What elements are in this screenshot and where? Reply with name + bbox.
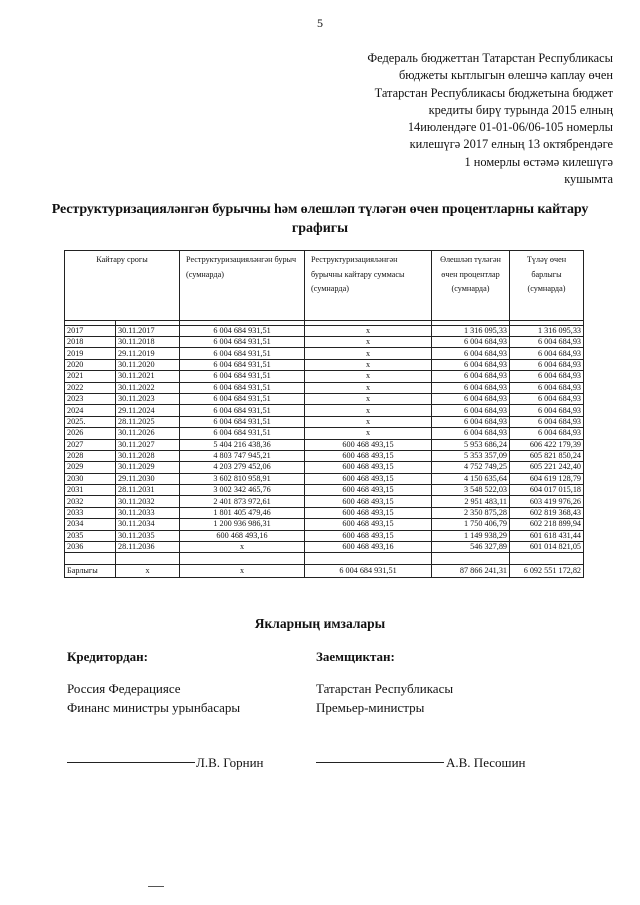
cell-interest: 6 004 684,93 [432,393,510,404]
table-row [65,325,584,336]
cell-due-date: 29.11.2024 [116,405,180,416]
cell-interest: 6 004 684,93 [432,336,510,347]
cell-interest: 6 004 684,93 [432,428,510,439]
table-row [65,359,584,370]
cell-due-date: 29.11.2030 [116,473,180,484]
cell-interest: 5 953 686,24 [432,439,510,450]
table-totals-row [65,564,584,577]
cell-year: 2027 [65,439,116,450]
header-line: бюджеты кытлыгын өлешчә каплау өчен [398,68,613,83]
cell-due-date: 30.11.2032 [116,496,180,507]
cell-interest: 1 750 406,79 [432,519,510,530]
cell-due-date: 30.11.2021 [116,371,180,382]
borrower-label: Заемщиктан: [316,649,395,664]
document-title: Реструктуризацияләнгән бурычны һәм өлешләп түләгән өчен процентларны кайтару [51,202,589,217]
cell-repayment-amount: x [305,416,432,427]
header-line: 1 номерлы өстәмә килешүгә [464,154,613,169]
header-line: 14июлендәге 01-01-06/06-105 номерлы [407,120,613,135]
cell-total-payment: 6 004 684,93 [510,405,584,416]
cell-due-date: 30.11.2033 [116,507,180,518]
cell-restructured-debt: 2 401 873 972,61 [180,496,305,507]
cell-restructured-debt: 6 004 684 931,51 [180,382,305,393]
cell-year: 2033 [65,507,116,518]
footer-mark [148,886,164,887]
table-row [65,519,584,530]
cell-year: 2026 [65,428,116,439]
cell-interest: 6 004 684,93 [432,416,510,427]
cell-year: 2035 [65,530,116,541]
table-row [65,405,584,416]
cell-total-payment: 601 618 431,44 [510,530,584,541]
creditor-signature-line [67,762,195,763]
cell-repayment-amount: 600 468 493,15 [305,439,432,450]
table-row [65,439,584,450]
cell-interest: 3 548 522,03 [432,485,510,496]
cell-year: 2017 [65,325,116,336]
table-row [65,348,584,359]
cell-total-payment: 6 004 684,93 [510,428,584,439]
cell-repayment-amount: 600 468 493,15 [305,507,432,518]
cell-interest: 2 951 483,11 [432,496,510,507]
header-line: кушымта [564,172,613,187]
cell-year: 2032 [65,496,116,507]
header-line: Федераль бюджеттан Татарстан Республикасы [367,51,613,65]
cell-repayment-amount: x [305,359,432,370]
blank-cell [432,553,510,564]
cell-repayment-amount: 600 468 493,15 [305,530,432,541]
cell-year: 2023 [65,393,116,404]
cell-total-payment: 6 004 684,93 [510,393,584,404]
header-line: килешүгә 2017 елның 13 октябрендәге [409,137,613,152]
cell-year: 2021 [65,371,116,382]
table-row [65,393,584,404]
totals-debt: x [180,564,305,577]
cell-restructured-debt: 3 602 810 958,91 [180,473,305,484]
cell-restructured-debt: 4 803 747 945,21 [180,450,305,461]
cell-repayment-amount: x [305,382,432,393]
appendix-header [283,50,613,188]
table-row [65,530,584,541]
cell-restructured-debt: 5 404 216 438,36 [180,439,305,450]
cell-due-date: 29.11.2019 [116,348,180,359]
cell-interest: 546 327,89 [432,542,510,553]
cell-due-date: 30.11.2029 [116,462,180,473]
totals-label: Барлыгы [65,564,116,577]
cell-due-date: 30.11.2020 [116,359,180,370]
cell-restructured-debt: 1 200 936 986,31 [180,519,305,530]
table-row [65,485,584,496]
document-title-cont: графигы [291,221,349,236]
cell-repayment-amount: 600 468 493,15 [305,462,432,473]
cell-year: 2029 [65,462,116,473]
cell-interest: 6 004 684,93 [432,382,510,393]
table-row [65,496,584,507]
table-row [65,336,584,347]
cell-interest: 6 004 684,93 [432,348,510,359]
totals-total: 6 092 551 172,82 [510,564,584,577]
cell-due-date: 28.11.2036 [116,542,180,553]
cell-restructured-debt: 6 004 684 931,51 [180,325,305,336]
totals-repayment: 6 004 684 931,51 [305,564,432,577]
cell-interest: 6 004 684,93 [432,371,510,382]
blank-cell [116,553,180,564]
cell-year: 2031 [65,485,116,496]
header-repayment-amount: Реструктуризацияләнгән бурычны кайтару суммасы (сумнарда) [305,251,432,321]
borrower-signatory: А.В. Песошин [446,755,526,770]
cell-repayment-amount: 600 468 493,15 [305,519,432,530]
cell-total-payment: 6 004 684,93 [510,359,584,370]
cell-restructured-debt: 6 004 684 931,51 [180,348,305,359]
cell-total-payment: 6 004 684,93 [510,416,584,427]
blank-cell [180,553,305,564]
creditor-org: Россия Федерациясе [67,681,181,696]
cell-year: 2036 [65,542,116,553]
cell-total-payment: 6 004 684,93 [510,336,584,347]
cell-repayment-amount: 600 468 493,15 [305,496,432,507]
table-row [65,473,584,484]
cell-interest: 5 353 357,09 [432,450,510,461]
cell-restructured-debt: 6 004 684 931,51 [180,336,305,347]
header-line: кредиты бирү турында 2015 елның [428,102,613,117]
cell-restructured-debt: 4 203 279 452,06 [180,462,305,473]
cell-repayment-amount: 600 468 493,15 [305,473,432,484]
cell-due-date: 30.11.2026 [116,428,180,439]
cell-restructured-debt: 6 004 684 931,51 [180,428,305,439]
cell-repayment-amount: x [305,371,432,382]
borrower-org: Татарстан Республикасы [316,681,454,696]
cell-total-payment: 603 419 976,26 [510,496,584,507]
cell-due-date: 28.11.2031 [116,485,180,496]
totals-interest: 87 866 241,31 [432,564,510,577]
table-row [65,507,584,518]
cell-restructured-debt: x [180,542,305,553]
cell-due-date: 30.11.2028 [116,450,180,461]
cell-due-date: 30.11.2023 [116,393,180,404]
borrower-position: Премьер-министры [316,700,425,715]
cell-restructured-debt: 6 004 684 931,51 [180,405,305,416]
blank-cell [510,553,584,564]
cell-total-payment: 6 004 684,93 [510,382,584,393]
cell-repayment-amount: 600 468 493,16 [305,542,432,553]
cell-total-payment: 602 218 899,94 [510,519,584,530]
header-due-date: Кайтару срогы [65,251,180,321]
cell-total-payment: 604 017 015,18 [510,485,584,496]
cell-restructured-debt: 6 004 684 931,51 [180,371,305,382]
cell-repayment-amount: x [305,393,432,404]
cell-interest: 2 350 875,28 [432,507,510,518]
cell-interest: 1 149 938,29 [432,530,510,541]
cell-repayment-amount: 600 468 493,15 [305,450,432,461]
cell-due-date: 30.11.2018 [116,336,180,347]
cell-total-payment: 1 316 095,33 [510,325,584,336]
totals-date: x [116,564,180,577]
cell-restructured-debt: 3 002 342 465,76 [180,485,305,496]
creditor-position: Финанс министры урынбасары [67,700,241,715]
cell-due-date: 28.11.2025 [116,416,180,427]
blank-cell [305,553,432,564]
cell-restructured-debt: 1 801 405 479,46 [180,507,305,518]
cell-due-date: 30.11.2027 [116,439,180,450]
cell-restructured-debt: 600 468 493,16 [180,530,305,541]
table-row [65,428,584,439]
cell-repayment-amount: x [305,348,432,359]
cell-due-date: 30.11.2034 [116,519,180,530]
borrower-signature-line [316,762,444,763]
cell-total-payment: 601 014 821,05 [510,542,584,553]
cell-year: 2034 [65,519,116,530]
repayment-schedule-table [64,250,584,578]
cell-year: 2025. [65,416,116,427]
creditor-label: Кредитордан: [67,649,148,664]
cell-restructured-debt: 6 004 684 931,51 [180,359,305,370]
cell-repayment-amount: x [305,428,432,439]
table-row [65,416,584,427]
signatures-title: Якларның имзалары [254,616,386,631]
cell-repayment-amount: x [305,336,432,347]
cell-year: 2028 [65,450,116,461]
cell-repayment-amount: x [305,405,432,416]
cell-restructured-debt: 6 004 684 931,51 [180,416,305,427]
cell-total-payment: 604 619 128,79 [510,473,584,484]
cell-total-payment: 605 821 850,24 [510,450,584,461]
table-row [65,450,584,461]
cell-year: 2019 [65,348,116,359]
cell-total-payment: 605 221 242,40 [510,462,584,473]
cell-due-date: 30.11.2022 [116,382,180,393]
cell-year: 2020 [65,359,116,370]
header-line: Татарстан Республикасы бюджетына бюджет [374,85,613,100]
cell-year: 2024 [65,405,116,416]
cell-interest: 1 316 095,33 [432,325,510,336]
cell-due-date: 30.11.2035 [116,530,180,541]
header-interest: Өлешләп түләгән өчен процентлар (сумнарда) [432,251,510,321]
cell-year: 2018 [65,336,116,347]
cell-interest: 6 004 684,93 [432,359,510,370]
cell-restructured-debt: 6 004 684 931,51 [180,393,305,404]
cell-interest: 4 752 749,25 [432,462,510,473]
cell-due-date: 30.11.2017 [116,325,180,336]
cell-repayment-amount: 600 468 493,15 [305,485,432,496]
cell-interest: 4 150 635,64 [432,473,510,484]
table-row [65,382,584,393]
cell-total-payment: 602 819 368,43 [510,507,584,518]
cell-total-payment: 6 004 684,93 [510,348,584,359]
cell-repayment-amount: x [305,325,432,336]
cell-total-payment: 606 422 179,39 [510,439,584,450]
cell-year: 2022 [65,382,116,393]
cell-interest: 6 004 684,93 [432,405,510,416]
table-row [65,462,584,473]
table-row [65,542,584,553]
creditor-signatory: Л.В. Горнин [196,755,264,770]
page-number: 5 [317,16,323,30]
blank-cell [65,553,116,564]
table-row [65,371,584,382]
cell-year: 2030 [65,473,116,484]
header-total-payment: Түләү өчен барлыгы (сумнарда) [510,251,584,321]
table-header-row [65,251,584,321]
cell-total-payment: 6 004 684,93 [510,371,584,382]
header-restructured-debt: Реструктуризацияләнгән бурыч (сумнарда) [180,251,305,321]
table-blank-row [65,553,584,564]
